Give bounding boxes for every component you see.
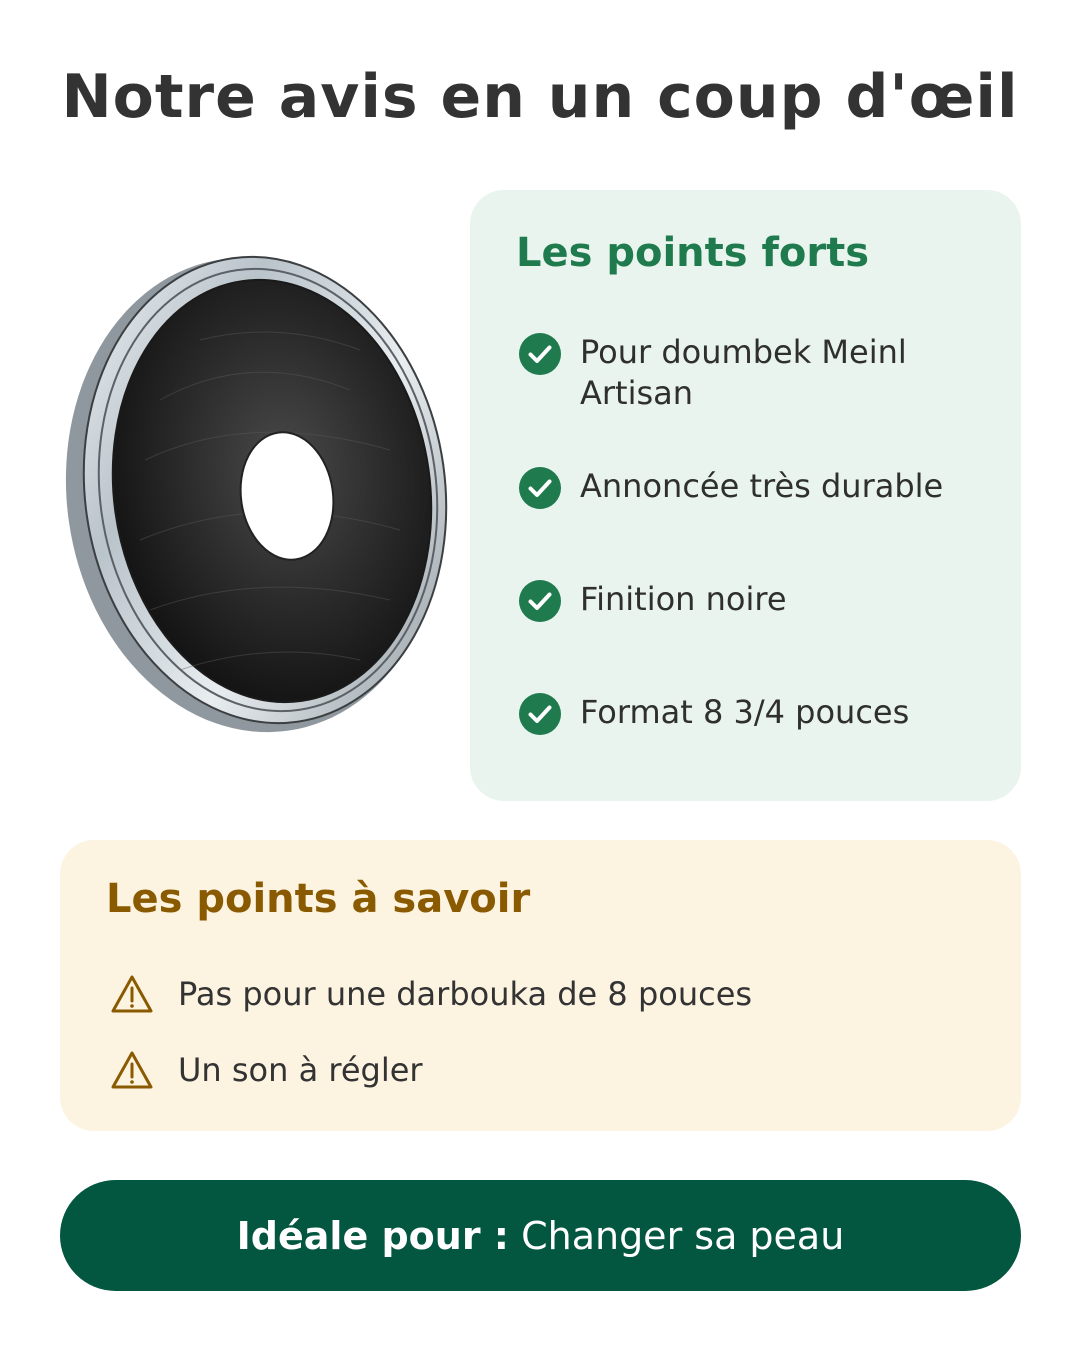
check-circle-icon xyxy=(518,579,562,623)
drum-head-illustration xyxy=(50,240,450,750)
check-circle-icon xyxy=(518,466,562,510)
check-circle-icon xyxy=(518,692,562,736)
pro-item xyxy=(518,692,1000,736)
con-item-label: Un son à régler xyxy=(178,1051,423,1089)
ideal-for-value: Changer sa peau xyxy=(521,1213,845,1258)
con-item-label: Pas pour une darbouka de 8 pouces xyxy=(178,975,753,1013)
warning-icon xyxy=(110,974,154,1014)
ideal-for-label: Idéale pour : xyxy=(236,1213,509,1258)
cons-title: Les points à savoir xyxy=(106,876,531,922)
pro-item xyxy=(518,332,1000,414)
pro-item xyxy=(518,466,1000,510)
ideal-for-banner xyxy=(60,1180,1021,1291)
pro-item xyxy=(518,579,1000,623)
page-title: Notre avis en un coup d'œil xyxy=(61,62,1019,132)
pro-item-label: Finition noire xyxy=(580,580,787,618)
pros-title: Les points forts xyxy=(516,230,870,276)
pro-item-label: Format 8 3/4 pouces xyxy=(580,693,910,731)
cons-card xyxy=(60,840,1021,1131)
pro-item-label: Pour doumbek Meinl Artisan xyxy=(580,333,907,412)
con-item xyxy=(110,974,752,1014)
warning-icon xyxy=(110,1050,154,1090)
pro-item-label: Annoncée très durable xyxy=(580,467,944,505)
check-circle-icon xyxy=(518,332,562,376)
con-item xyxy=(110,1050,423,1090)
pros-card xyxy=(470,190,1021,801)
